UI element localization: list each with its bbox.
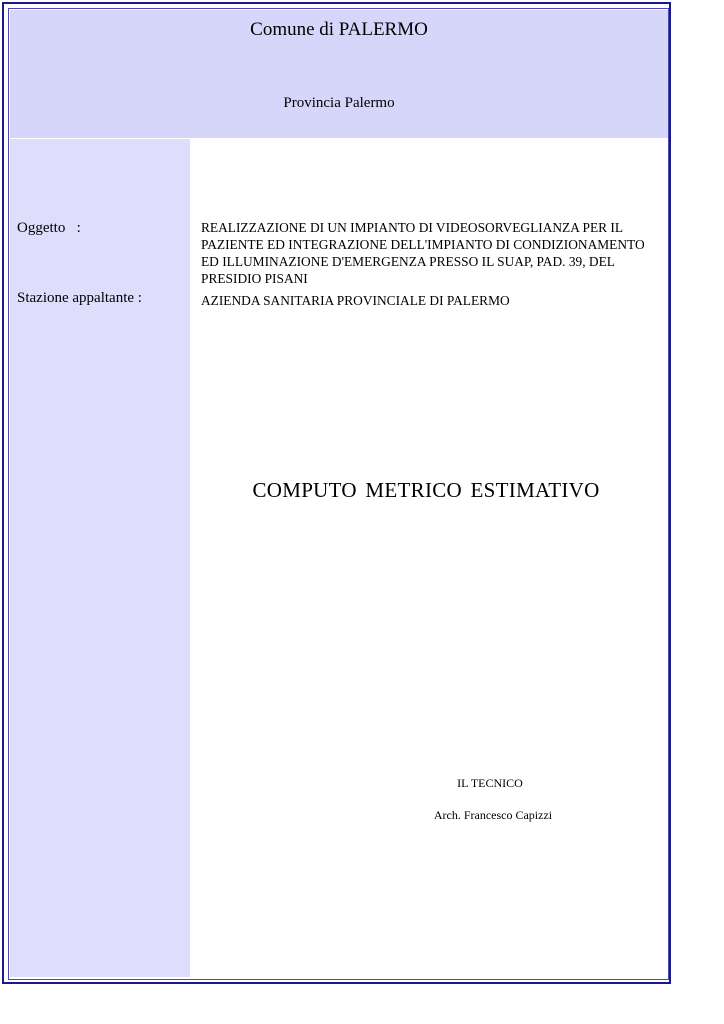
signature-name: Arch. Francesco Capizzi — [433, 808, 553, 822]
label-sidebar — [10, 139, 190, 977]
stazione-appaltante-value: AZIENDA SANITARIA PROVINCIALE DI PALERMO — [201, 293, 510, 308]
municipality-title: Comune di PALERMO — [250, 19, 428, 40]
document-title: COMPUTO METRICO ESTIMATIVO — [252, 478, 600, 502]
oggetto-label: Oggetto : — [17, 220, 81, 236]
oggetto-value: REALIZZAZIONE DI UN IMPIANTO DI VIDEOSORVEGLIANZA PER IL PAZIENTE ED INTEGRAZIONE DELL'IMPIANTO DI CONDIZIONAMENTO ED ILLUMINAZIONE D'EMERGENZA PRESSO IL SUAP, PAD. 39, DEL PRESIDIO PISANI — [201, 220, 645, 286]
signature-role: IL TECNICO — [457, 776, 523, 790]
province-subtitle: Provincia Palermo — [283, 95, 395, 111]
stazione-appaltante-label: Stazione appaltante : — [17, 290, 142, 306]
